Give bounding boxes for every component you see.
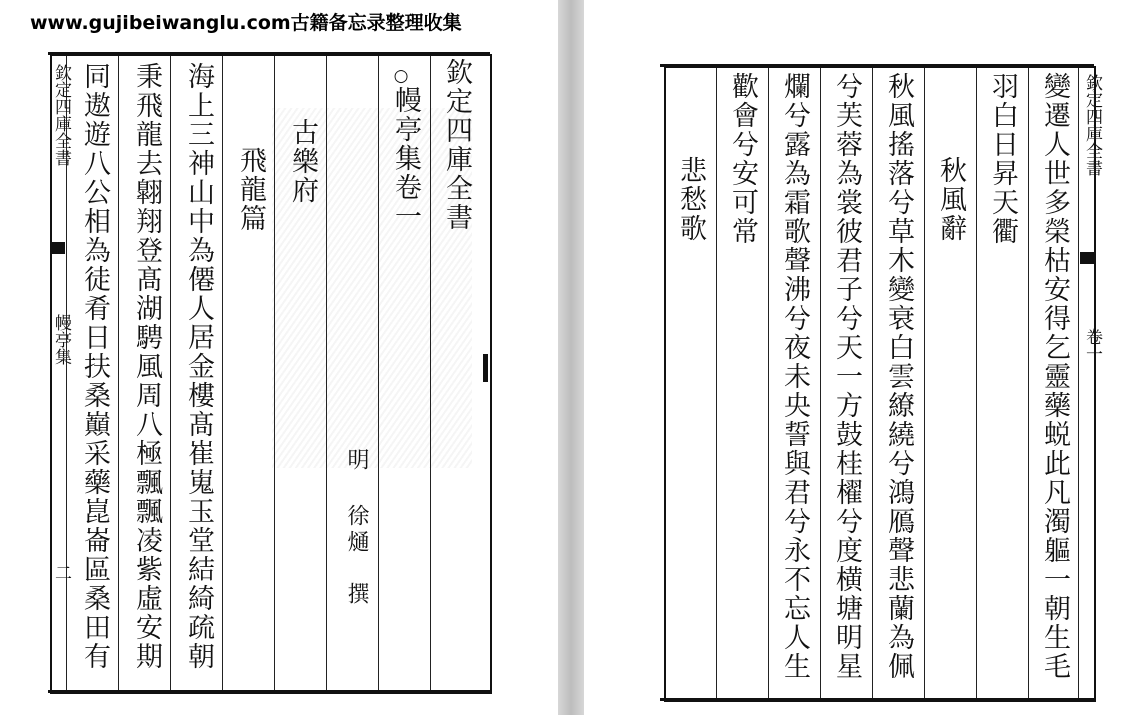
text-line: 海上三神山中為僊人居金樓髙崔嵬玉堂結綺疏朝 — [183, 62, 214, 671]
fishtail-mark — [51, 242, 65, 254]
text-line: 兮芙蓉為裳彼君子兮天一方鼓桂櫂兮度横塘明星 — [831, 72, 862, 681]
column-divider — [820, 68, 821, 698]
column-divider — [768, 68, 769, 698]
column-divider — [716, 68, 717, 698]
margin-title: 欽定四庫全書 — [51, 64, 71, 166]
volume-title-mark: ○ — [391, 66, 411, 86]
poem-title: 悲愁歌 — [675, 156, 706, 243]
text-line: 秋風搖落兮草木變衰白雲繚繞兮鴻鴈聲悲蘭為佩 — [883, 72, 914, 681]
column-divider — [1028, 68, 1029, 698]
margin-book-title: 幔亭集 — [51, 314, 71, 365]
text-line: 歡會兮安可常 — [727, 72, 758, 246]
watermark: www.gujibeiwanglu.com古籍备忘录整理收集 — [30, 12, 462, 34]
text-line: 秉飛龍去翺翔登髙湖騁風周八極飄飄凌紫虛安期 — [131, 62, 162, 671]
column-divider — [924, 68, 925, 698]
text-line: 變遷人世多榮枯安得乞靈藥蜕此凡濁軀一朝生毛 — [1039, 72, 1070, 681]
column-divider — [274, 56, 275, 690]
left-top-border — [48, 52, 490, 55]
author-dynasty: 明 — [344, 448, 369, 474]
right-top-border — [660, 64, 1094, 67]
section-title: 古樂府 — [287, 118, 318, 205]
poem-title: 秋風辭 — [935, 156, 966, 243]
right-page — [660, 56, 1102, 712]
author-name: 徐熥 撰 — [344, 504, 369, 608]
margin-page-number: 二 — [51, 564, 71, 581]
column-divider — [326, 56, 327, 690]
text-line: 爛兮露為霜歌聲沸兮夜未央誓與君兮永不忘人生 — [779, 72, 810, 681]
column-divider — [222, 56, 223, 690]
column-divider — [872, 68, 873, 698]
column-divider — [976, 68, 977, 698]
fishtail-mark — [1080, 252, 1094, 264]
margin-title: 欽定四庫全書 — [1082, 74, 1102, 176]
column-divider — [118, 56, 119, 690]
column-divider — [378, 56, 379, 690]
page-edge-mark — [483, 354, 488, 382]
left-bottom-border — [48, 690, 490, 693]
right-bottom-border — [660, 698, 1094, 701]
text-line: 同遨遊八公相為徒肴日扶桑巔采藥崑崙區桑田有 — [79, 62, 110, 671]
left-page — [48, 46, 494, 706]
margin-volume: 卷一 — [1082, 328, 1102, 362]
header-title: 欽定四庫全書 — [441, 58, 472, 232]
column-divider — [170, 56, 171, 690]
volume-title: 幔亭集卷一 — [390, 86, 421, 231]
text-line: 羽白日昇天衢 — [987, 72, 1018, 246]
column-divider — [1078, 68, 1079, 698]
poem-title: 飛龍篇 — [235, 146, 266, 233]
column-divider — [430, 56, 431, 690]
page-gutter — [558, 0, 584, 715]
